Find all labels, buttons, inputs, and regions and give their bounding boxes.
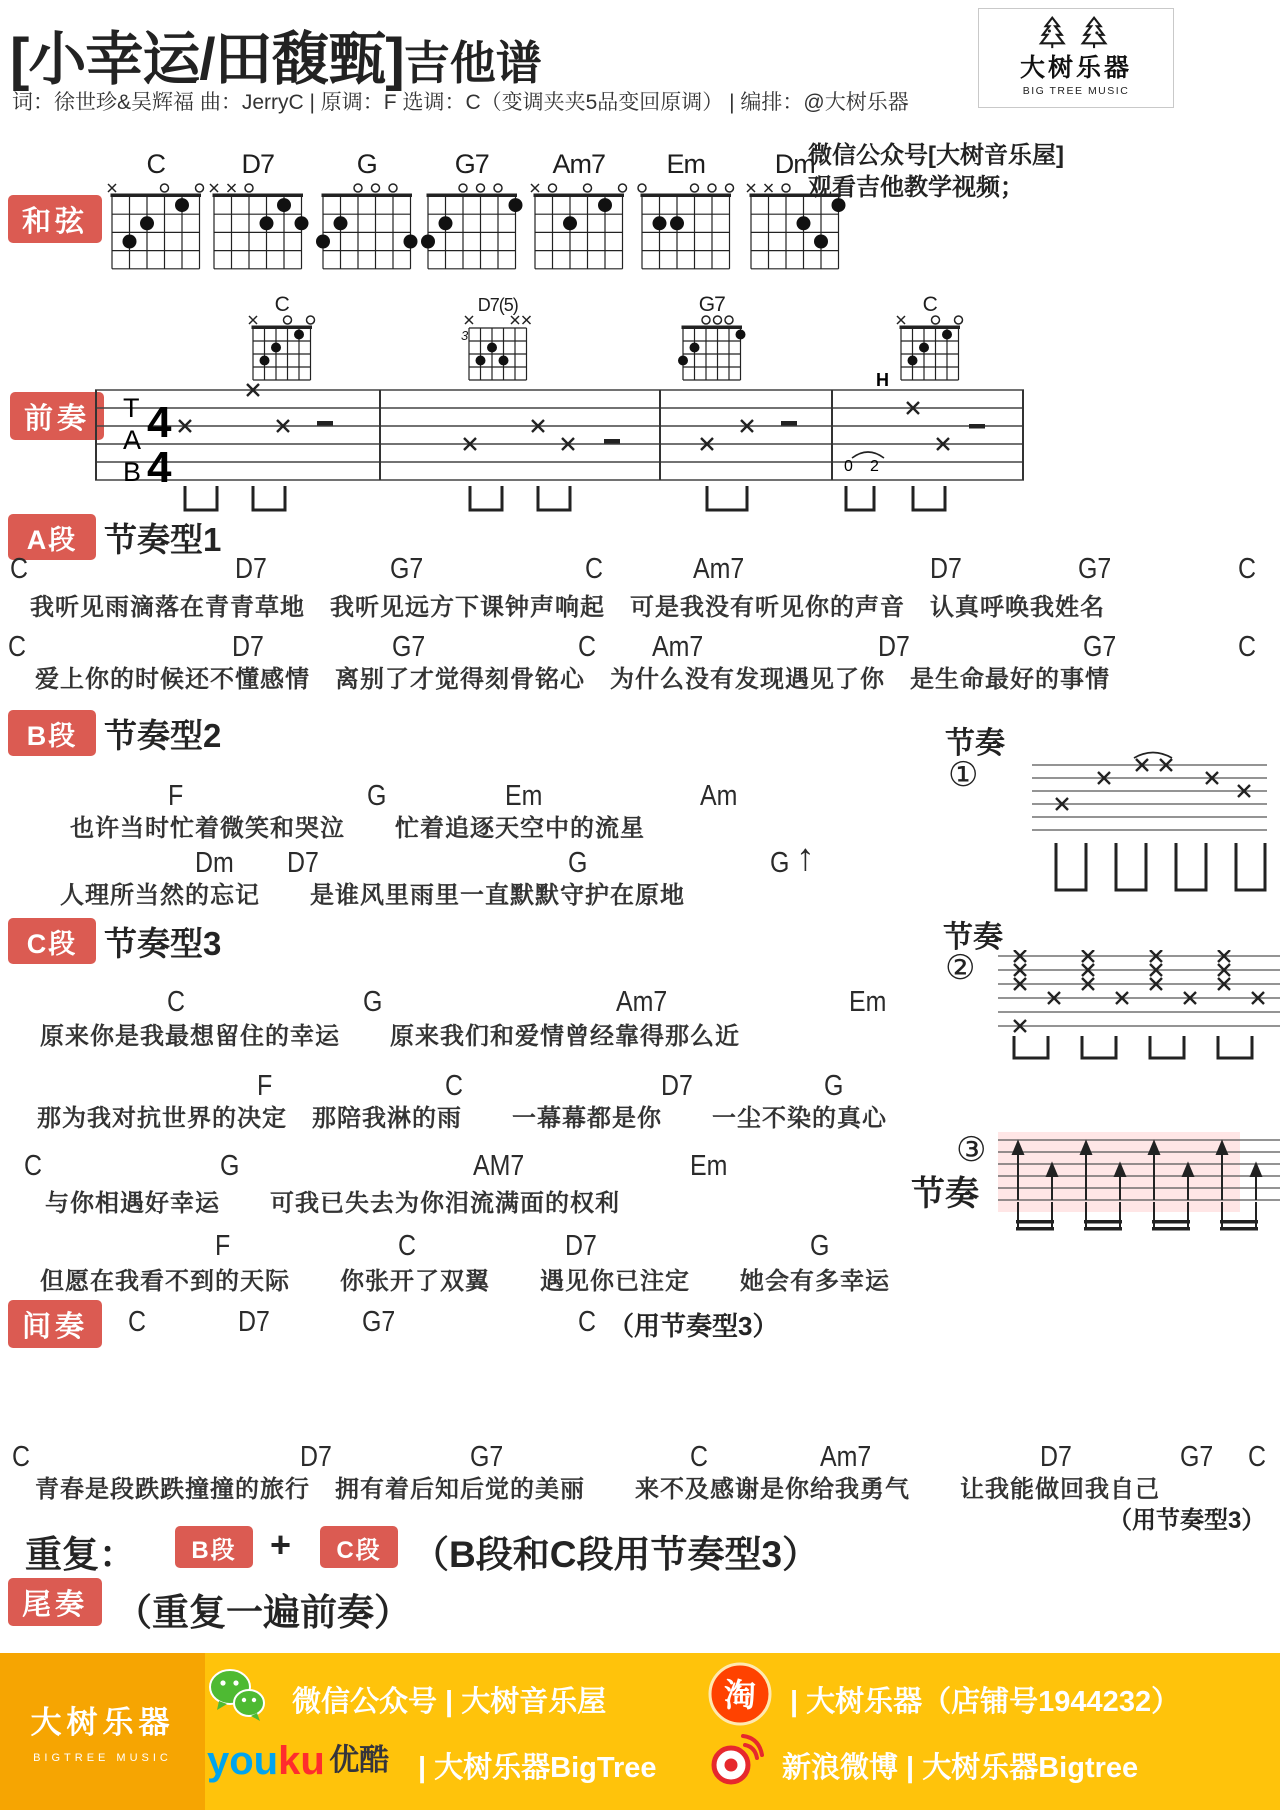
chord: D7 bbox=[235, 553, 267, 585]
chord-diagram-Am7 bbox=[522, 148, 636, 280]
chord: G7 bbox=[392, 631, 426, 663]
repeat-plus: + bbox=[270, 1524, 292, 1565]
tab-letter-a: A bbox=[123, 425, 142, 455]
chord-diagram-D7 bbox=[201, 148, 315, 280]
chord: G bbox=[568, 847, 588, 879]
rhythm3-label: 节奏 bbox=[911, 1175, 979, 1213]
hammer-on-mark: H bbox=[876, 370, 889, 390]
chord: F bbox=[257, 1070, 273, 1102]
lyric-line: 但愿在我看不到的天际 你张开了双翼 遇见你已注定 她会有多幸运 bbox=[40, 1268, 890, 1295]
credits-line: 词：徐世珍&吴辉福 曲：JerryC | 原调：F 选调：C（变调夹夹5品变回原调） | 编排：@大树乐器 bbox=[12, 91, 909, 114]
badge-section-a: A段 bbox=[8, 514, 96, 560]
rhythm1-staff bbox=[1032, 745, 1267, 905]
bigtree-logo bbox=[978, 8, 1174, 108]
chord: Am7 bbox=[616, 986, 668, 1018]
badge-outro: 尾奏 bbox=[8, 1578, 102, 1626]
chord: C bbox=[12, 1441, 31, 1473]
chord: Em bbox=[690, 1150, 728, 1182]
footer-brand-sub: BIGTREE MUSIC bbox=[33, 1752, 172, 1764]
logo-sub: BIG TREE MUSIC bbox=[1022, 84, 1130, 97]
badge-section-b: B段 bbox=[8, 710, 96, 756]
chord-diagram-G7 bbox=[415, 148, 529, 280]
chord-diagram-svg bbox=[99, 148, 213, 275]
chord: Dm bbox=[195, 847, 234, 879]
title-suffix: 吉他谱 bbox=[403, 37, 542, 89]
rhythm1-number: ① bbox=[948, 756, 979, 794]
chord: D7 bbox=[878, 631, 910, 663]
weibo-icon bbox=[705, 1731, 765, 1791]
chord: G bbox=[220, 1150, 240, 1182]
chord: G7 bbox=[1078, 553, 1112, 585]
chord: C bbox=[585, 553, 604, 585]
chord: C bbox=[1238, 631, 1257, 663]
chord: C bbox=[128, 1306, 147, 1338]
footer-wechat-text: 微信公众号 | 大树音乐屋 bbox=[292, 1686, 607, 1718]
wechat-notice bbox=[808, 140, 1064, 205]
notice-line2: 观看吉他教学视频； bbox=[808, 174, 1024, 202]
chord: G bbox=[367, 780, 387, 812]
lyric-line: 爱上你的时候还不懂感情 离别了才觉得刻骨铭心 为什么没有发现遇见了你 是生命最好的事情 bbox=[35, 666, 1110, 693]
strum-up-arrow: ↑ bbox=[796, 837, 815, 879]
chord: F bbox=[215, 1230, 231, 1262]
svg-text:C: C bbox=[146, 149, 165, 179]
chord: C bbox=[10, 553, 29, 585]
lyric-line: 也许当时忙着微笑和哭泣 忙着追逐天空中的流星 bbox=[70, 815, 645, 842]
youku-logo-ku: ku bbox=[278, 1739, 325, 1783]
chord: D7 bbox=[300, 1441, 332, 1473]
tree-icon bbox=[1030, 12, 1122, 50]
badge-section-c: C段 bbox=[8, 918, 96, 964]
chord-row-interlude bbox=[0, 1306, 1280, 1340]
chord: G7 bbox=[470, 1441, 504, 1473]
chord: C bbox=[578, 631, 597, 663]
repeat-note: （B段和C段用节奏型3） bbox=[412, 1534, 820, 1575]
rhythm3-staff bbox=[998, 1132, 1280, 1242]
youku-logo-you: you bbox=[207, 1739, 279, 1783]
chord-diagram-C bbox=[99, 148, 213, 280]
notice-line1: 微信公众号[大树音乐屋] bbox=[808, 142, 1064, 169]
svg-text:C: C bbox=[922, 293, 937, 316]
chord: C bbox=[167, 986, 186, 1018]
svg-text:Em: Em bbox=[666, 149, 705, 179]
chord: Em bbox=[849, 986, 887, 1018]
title-song: [小幸运/田馥甄] bbox=[10, 27, 404, 92]
page-title bbox=[10, 12, 542, 96]
outro-note: （重复一遍前奏） bbox=[115, 1592, 411, 1633]
chord: Am7 bbox=[652, 631, 704, 663]
repeat-prefix: 重复： bbox=[25, 1534, 136, 1575]
svg-text:3: 3 bbox=[461, 328, 469, 343]
interlude-note: （用节奏型3） bbox=[608, 1311, 779, 1341]
badge-intro: 前奏 bbox=[10, 392, 104, 440]
taobao-icon bbox=[707, 1661, 773, 1727]
chord-row-a1 bbox=[0, 553, 1280, 587]
chord: D7 bbox=[238, 1306, 270, 1338]
svg-text:G7: G7 bbox=[454, 149, 489, 179]
chord-diagram-svg bbox=[415, 148, 529, 275]
chord: D7 bbox=[930, 553, 962, 585]
chord: AM7 bbox=[473, 1150, 525, 1182]
badge-repeat-b: B段 bbox=[175, 1526, 253, 1568]
chord: C bbox=[398, 1230, 417, 1262]
taobao-char: 淘 bbox=[723, 1677, 757, 1713]
time-sig-top: 4 bbox=[147, 398, 172, 447]
chord-diagram-G bbox=[310, 148, 424, 280]
rhythm2-number: ② bbox=[945, 949, 976, 987]
chord: Em bbox=[505, 780, 543, 812]
chord: G7 bbox=[1083, 631, 1117, 663]
section-c-title: 节奏型3 bbox=[104, 925, 222, 962]
chord: G bbox=[363, 986, 383, 1018]
lyric-line: 人理所当然的忘记 是谁风里雨里一直默默守护在原地 bbox=[60, 882, 685, 909]
badge-chords: 和弦 bbox=[8, 195, 102, 243]
svg-text:D7: D7 bbox=[241, 149, 275, 179]
repeat-line bbox=[0, 1522, 1280, 1575]
youku-logo bbox=[207, 1735, 389, 1784]
svg-text:G7: G7 bbox=[698, 293, 725, 316]
badge-interlude: 间奏 bbox=[8, 1300, 102, 1348]
tab-fret-2: 2 bbox=[870, 458, 879, 475]
footer-brand-block bbox=[0, 1653, 205, 1810]
chord: D7 bbox=[565, 1230, 597, 1262]
tab-letter-t: T bbox=[123, 393, 140, 423]
chord-diagram-svg bbox=[310, 148, 424, 275]
badge-repeat-c: C段 bbox=[320, 1526, 398, 1568]
tab-fret-0: 0 bbox=[844, 458, 853, 475]
lyric-line: 青春是段跌跌撞撞的旅行 拥有着后知后觉的美丽 来不及感谢是你给我勇气 让我能做回我自己 bbox=[35, 1476, 1160, 1503]
chord: Am7 bbox=[693, 553, 745, 585]
v2-rhythm-note: （用节奏型3） bbox=[1108, 1507, 1266, 1534]
chord-diagram-svg bbox=[201, 148, 315, 275]
chord-row-c4 bbox=[0, 1230, 1280, 1264]
lyric-line: 原来你是我最想留住的幸运 原来我们和爱情曾经靠得那么近 bbox=[40, 1023, 740, 1050]
svg-text:G: G bbox=[356, 149, 377, 179]
rhythm1-label: 节奏 bbox=[945, 727, 1005, 760]
chord-diagram-svg bbox=[522, 148, 636, 275]
chord: C bbox=[8, 631, 27, 663]
footer-taobao-text: | 大树乐器（店铺号1944232） bbox=[790, 1686, 1181, 1718]
svg-text:Am7: Am7 bbox=[552, 149, 606, 179]
youku-logo-cn: 优酷 bbox=[329, 1744, 390, 1777]
chord-diagram-Em bbox=[629, 148, 743, 280]
svg-text:Dm: Dm bbox=[774, 149, 815, 179]
chord: C bbox=[1238, 553, 1257, 585]
chord: Am7 bbox=[820, 1441, 872, 1473]
rhythm2-label: 节奏 bbox=[943, 921, 1003, 954]
lyric-line: 那为我对抗世界的决定 那陪我淋的雨 一幕幕都是你 一尘不染的真心 bbox=[37, 1105, 887, 1132]
intro-tab-staff bbox=[95, 370, 1025, 520]
chord: F bbox=[168, 780, 184, 812]
lyric-line: 我听见雨滴落在青青草地 我听见远方下课钟声响起 可是我没有听见你的声音 认真呼唤我姓名 bbox=[30, 594, 1105, 621]
footer-weibo-text: 新浪微博 | 大树乐器Bigtree bbox=[782, 1752, 1139, 1784]
chord: D7 bbox=[232, 631, 264, 663]
chord: C bbox=[578, 1306, 597, 1338]
beam-brackets bbox=[185, 486, 945, 510]
chord: D7 bbox=[661, 1070, 693, 1102]
svg-text:C: C bbox=[274, 293, 289, 316]
chord-diagram-svg bbox=[629, 148, 743, 275]
svg-text:D7(5): D7(5) bbox=[477, 295, 518, 315]
section-a-title: 节奏型1 bbox=[104, 521, 222, 558]
chord: D7 bbox=[287, 847, 319, 879]
logo-name: 大树乐器 bbox=[1019, 54, 1132, 82]
chord: C bbox=[445, 1070, 464, 1102]
footer-brand-name: 大树乐器 bbox=[30, 1705, 175, 1740]
chord: C bbox=[24, 1150, 43, 1182]
chord: G bbox=[824, 1070, 844, 1102]
chord: C bbox=[1248, 1441, 1267, 1473]
wechat-icon bbox=[207, 1665, 267, 1725]
chord-row-c1 bbox=[0, 986, 1280, 1020]
chord: D7 bbox=[1040, 1441, 1072, 1473]
section-b-title: 节奏型2 bbox=[104, 717, 222, 754]
lyric-line: 与你相遇好幸运 可我已失去为你泪流满面的权利 bbox=[45, 1190, 620, 1217]
tab-letter-b: B bbox=[123, 457, 142, 487]
chord-row-c3 bbox=[0, 1150, 1280, 1184]
chord: G bbox=[810, 1230, 830, 1262]
chord: C bbox=[690, 1441, 709, 1473]
footer bbox=[0, 1653, 1280, 1810]
rhythm3-number: ③ bbox=[956, 1131, 987, 1169]
chord: G bbox=[770, 847, 790, 879]
footer-youku-text: | 大树乐器BigTree bbox=[418, 1752, 657, 1784]
chord: G7 bbox=[1180, 1441, 1214, 1473]
chord: G7 bbox=[390, 553, 424, 585]
time-sig-bottom: 4 bbox=[147, 443, 172, 492]
chord: G7 bbox=[362, 1306, 396, 1338]
chord: Am bbox=[700, 780, 738, 812]
